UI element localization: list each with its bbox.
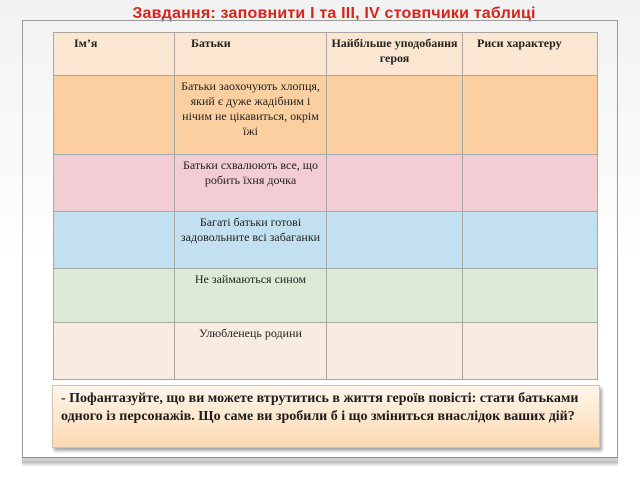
traits-cell[interactable] xyxy=(463,269,598,323)
name-cell[interactable] xyxy=(54,212,175,269)
task-text: - Пофантазуйте, що ви можете втрутитись в життя героїв повісті: стати батьками одного із персонажів. Що саме ви зробили б і що зміниться внаслідок ваших дій? xyxy=(61,391,579,424)
characters-table xyxy=(53,32,598,380)
header-favorite-hobby: Найбільше уподобання героя xyxy=(327,33,463,76)
name-cell[interactable] xyxy=(54,76,175,155)
table-row xyxy=(54,269,598,323)
traits-cell[interactable] xyxy=(463,155,598,212)
frame-right-border xyxy=(617,20,618,458)
frame-left-border xyxy=(22,20,23,458)
parents-cell: Не займаються сином xyxy=(175,269,327,323)
traits-cell[interactable] xyxy=(463,323,598,380)
frame-bottom-shadow xyxy=(22,463,618,467)
name-cell[interactable] xyxy=(54,323,175,380)
header-name: Ім’я xyxy=(54,33,175,76)
hobby-cell[interactable] xyxy=(327,323,463,380)
table-header-row xyxy=(54,33,598,76)
hobby-cell[interactable] xyxy=(327,76,463,155)
name-cell[interactable] xyxy=(54,269,175,323)
task-box xyxy=(52,385,600,448)
hobby-cell[interactable] xyxy=(327,212,463,269)
header-parents: Батьки xyxy=(175,33,327,76)
table-row xyxy=(54,323,598,380)
table-row xyxy=(54,76,598,155)
table-row xyxy=(54,212,598,269)
parents-cell: Батьки заохочують хлопця, який є дуже жадібним і нічим не цікавиться, окрім їжі xyxy=(175,76,327,155)
name-cell[interactable] xyxy=(54,155,175,212)
parents-cell: Багаті батьки готові задовольните всі забаганки xyxy=(175,212,327,269)
traits-cell[interactable] xyxy=(463,76,598,155)
parents-cell: Улюбленець родини xyxy=(175,323,327,380)
slide-title: Завдання: заповнити І та ІІІ, IV стовпчики таблиці xyxy=(132,5,536,22)
frame-top-border xyxy=(22,20,618,21)
table-row xyxy=(54,155,598,212)
hobby-cell[interactable] xyxy=(327,155,463,212)
hobby-cell[interactable] xyxy=(327,269,463,323)
traits-cell[interactable] xyxy=(463,212,598,269)
parents-cell: Батьки схвалюють все, що робить їхня дочка xyxy=(175,155,327,212)
header-character-traits: Риси характеру xyxy=(463,33,598,76)
